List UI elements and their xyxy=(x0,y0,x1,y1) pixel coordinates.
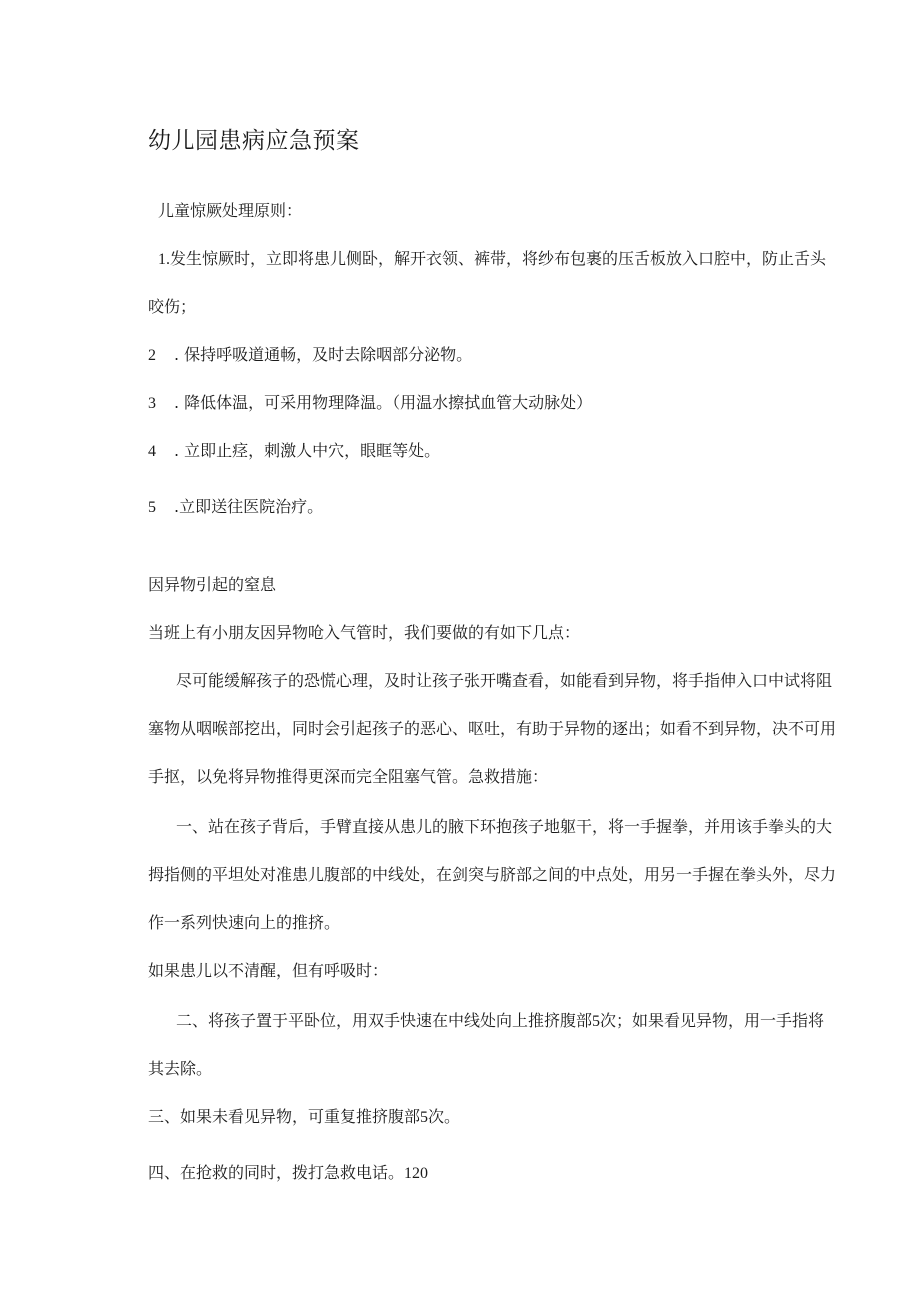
step-2-text: 二、将孩子置于平卧位，用双手快速在中线处向上推挤腹部 xyxy=(176,1011,593,1030)
step-3-text: 三、如果未看见异物，可重复推挤腹部 xyxy=(148,1107,421,1126)
section-heading-convulsion: 儿童惊厥处理原则： xyxy=(158,201,303,220)
document-title: 幼儿园患病应急预案 xyxy=(148,128,360,154)
step-1-line: 作一系列快速向上的推挤。 xyxy=(148,913,341,932)
paragraph-line: 手抠，以免将异物推得更深而完全阻塞气管。急救措施： xyxy=(148,767,549,786)
step-3-text-cont: 次。 xyxy=(428,1107,461,1126)
emergency-number: 120 xyxy=(404,1165,429,1182)
list-item-text: . 立即止痉，刺激人中穴，眼眶等处。 xyxy=(174,441,441,460)
paragraph-line: 塞物从咽喉部挖出，同时会引起孩子的恶心、呕吐，有助于异物的逐出；如看不到异物，决不可用 xyxy=(148,719,837,738)
list-item-1 xyxy=(158,248,826,271)
step-1-line: 拇指侧的平坦处对准患儿腹部的中线处，在剑突与脐部之间的中点处，用另一手握在拳头外，尽力 xyxy=(148,865,837,884)
step-4-line xyxy=(148,1162,428,1185)
paragraph-line: 尽可能缓解孩子的恐慌心理，及时让孩子张开嘴查看，如能看到异物，将手指伸入口中试将阻 xyxy=(176,671,833,690)
list-item-text: . 降低体温，可采用物理降温。（用温水擦拭血管大动脉处） xyxy=(174,393,593,412)
step-4-text: 四、在抢救的同时，拨打急救电话。 xyxy=(148,1163,405,1182)
step-1-line: 一、站在孩子背后，手臂直接从患儿的腋下环抱孩子地躯干，将一手握拳，并用该手拳头的大 xyxy=(176,817,833,836)
list-item-text: 发生惊厥时，立即将患儿侧卧，解开衣领、裤带，将纱布包裹的压舌板放入口腔中，防止舌头 xyxy=(170,249,827,268)
list-item-3 xyxy=(148,392,592,415)
list-item-number: 4 xyxy=(148,443,156,460)
step-2-line xyxy=(176,1010,824,1033)
list-item-number: 2 xyxy=(148,347,156,364)
list-item-1-continued: 咬伤； xyxy=(148,297,197,316)
list-item-4 xyxy=(148,440,440,463)
list-item-text: .立即送往医院治疗。 xyxy=(174,497,324,516)
step-2-number: 5 xyxy=(592,1013,601,1030)
step-3-line xyxy=(148,1106,460,1129)
step-2-text-cont: 次；如果看见异物，用一手指将 xyxy=(600,1011,825,1030)
list-item-2 xyxy=(148,344,472,367)
list-item-number: 3 xyxy=(148,395,156,412)
step-2-line: 其去除。 xyxy=(148,1059,213,1078)
intro-paragraph: 当班上有小朋友因异物呛入气管时，我们要做的有如下几点： xyxy=(148,623,581,642)
list-item-number: 5 xyxy=(148,499,156,516)
list-item-text: . 保持呼吸道通畅，及时去除咽部分泌物。 xyxy=(174,345,473,364)
step-3-number: 5 xyxy=(420,1109,429,1126)
section-heading-choking: 因异物引起的窒息 xyxy=(148,575,277,594)
list-item-number: 1. xyxy=(158,251,170,268)
condition-text: 如果患儿以不清醒，但有呼吸时： xyxy=(148,961,389,980)
list-item-5 xyxy=(148,496,323,519)
